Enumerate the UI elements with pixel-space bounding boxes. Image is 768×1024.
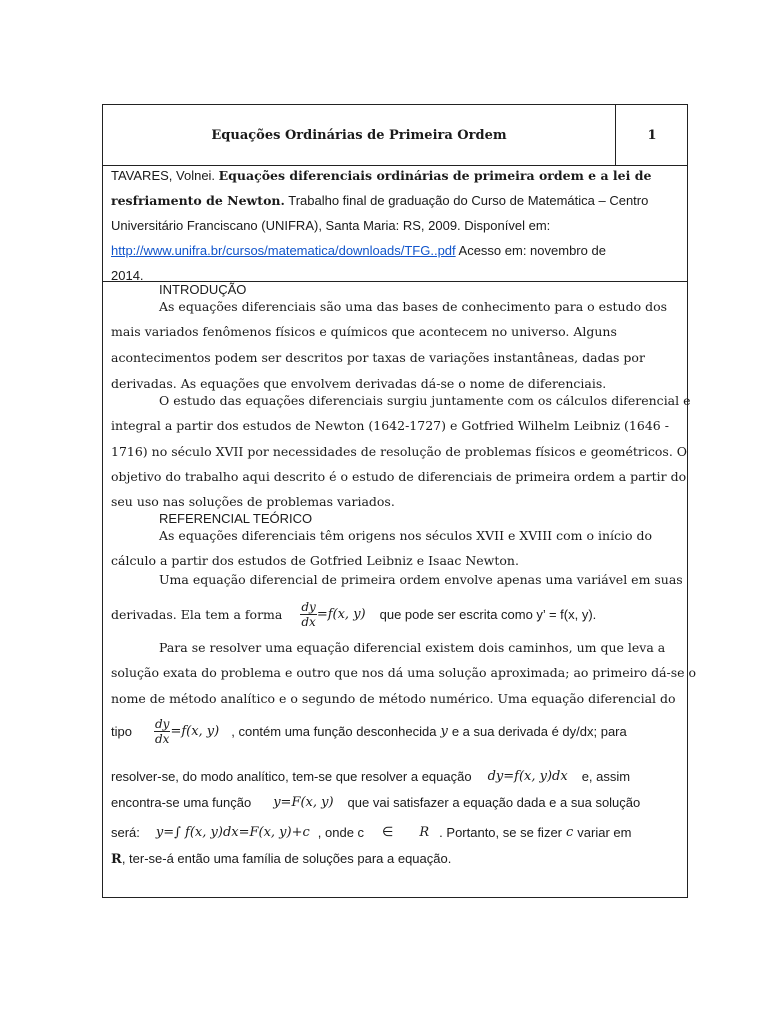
reference-line-2 (111, 188, 677, 213)
reference-access: Acesso em: novembro de (455, 243, 606, 258)
paragraph-line: derivadas. As equações que envolvem derivadas dá-se o nome de diferenciais. (111, 376, 607, 391)
reference-title-1: Equações diferenciais ordinárias de primeira ordem e a lei de (218, 168, 652, 183)
fraction-numerator: dy (154, 717, 170, 731)
paragraph-line: Uma equação diferencial de primeira ordem envolve apenas uma variável em suas (159, 572, 683, 587)
reference-url-link[interactable]: http://www.unifra.br/cursos/matematica/downloads/TFG..pdf (111, 243, 456, 258)
text-segment: , contém uma função desconhecida (231, 724, 437, 739)
paragraph-line-equation (111, 600, 596, 629)
heading-referencial: REFERENCIAL TEÓRICO (159, 511, 313, 526)
text-segment: que pode ser escrita como y’ = f(x, y). (379, 607, 597, 622)
reference-year: 2014. (111, 268, 144, 283)
document-frame (102, 104, 697, 898)
reference-citation (111, 163, 677, 288)
reference-details: Trabalho final de graduação do Curso de Matemática – Centro (284, 193, 649, 208)
equation-function: y=F(x, y) (273, 795, 334, 810)
text-segment: e, assim (581, 769, 631, 784)
paragraph-line: integral a partir dos estudos de Newton (1642-1727) e Gotfried Wilhelm Leibniz (1646 - (111, 418, 669, 433)
text-segment: , onde c (317, 824, 365, 840)
document-title: Equações Ordinárias de Primeira Ordem (211, 127, 507, 143)
paragraph-line: Para se resolver uma equação diferencial existem dois caminhos, um que leva a (159, 640, 666, 655)
derivative-fraction (154, 717, 170, 746)
text-segment: resolver-se, do modo analítico, tem-se que resolver a equação (111, 769, 472, 784)
paragraph-line-equation (111, 795, 640, 810)
reference-line-1 (111, 163, 677, 188)
reals-bold: R (111, 852, 122, 867)
derivative-fraction (300, 600, 316, 629)
text-segment: , ter-se-á então uma família de soluções para a equação. (121, 851, 452, 866)
variable-y: y (440, 724, 448, 739)
paragraph-line: solução exata do problema e outro que nos dá uma solução aproximada; ao primeiro dá-se o (111, 665, 697, 680)
fraction-numerator: dy (301, 600, 316, 614)
fraction-denominator: dx (154, 732, 170, 746)
paragraph-line: As equações diferenciais são uma das bases de conhecimento para o estudo dos (159, 299, 668, 314)
paragraph-line: acontecimentos podem ser descritos por taxas de variações instantâneas, dadas por (111, 350, 645, 365)
text-segment: . Portanto, se se fizer (439, 824, 563, 840)
paragraph-line-equation (111, 717, 627, 746)
reference-line-4 (111, 238, 677, 263)
equation-rhs: =f(x, y) (170, 724, 220, 739)
paragraph-line: cálculo a partir dos estudos de Gotfried Leibniz e Isaac Newton. (111, 553, 519, 568)
paragraph-line: O estudo das equações diferenciais surgiu juntamente com os cálculos diferencial e (159, 393, 691, 408)
reals-symbol: R (419, 824, 430, 840)
fraction-denominator: dx (301, 615, 316, 629)
paragraph-line: objetivo do trabalho aqui descrito é o estudo de diferenciais de primeira ordem a partir do (111, 469, 687, 484)
text-segment: encontra-se uma função (111, 795, 252, 810)
text-segment: tipo (111, 724, 132, 739)
paragraph-line: 1716) no século XVII por necessidades de resolução de problemas físicos e geométricos. O (111, 444, 688, 459)
text-segment: derivadas. Ela tem a forma (111, 607, 283, 622)
variable-c: c (566, 824, 574, 840)
paragraph-line: seu uso nas soluções de problemas variados. (111, 494, 395, 509)
reference-title-2: resfriamento de Newton. (111, 193, 285, 208)
element-of-symbol: ∈ (382, 824, 394, 839)
paragraph-line (111, 851, 451, 867)
text-segment: variar em (577, 824, 632, 840)
paragraph-line-equation (111, 769, 630, 784)
paragraph-line: mais variados fenômenos físicos e químicos que acontecem no universo. Alguns (111, 324, 617, 339)
reference-line-3: Universitário Franciscano (UNIFRA), Santa Maria: RS, 2009. Disponível em: (111, 218, 551, 233)
equation-rhs: =f(x, y) (316, 607, 366, 622)
paragraph-line-equation (111, 824, 631, 840)
text-segment: que vai satisfazer a equação dada e a sua solução (347, 795, 641, 810)
paragraph-line: As equações diferenciais têm origens nos séculos XVII e XVIII com o início do (159, 528, 653, 543)
text-segment: será: (111, 824, 140, 840)
text-segment: e a sua derivada é dy/dx; para (451, 724, 627, 739)
reference-author: TAVARES, Volnei. (111, 168, 219, 183)
equation-differential: dy=f(x, y)dx (487, 769, 568, 784)
equation-solution: y=∫ f(x, y)dx=F(x, y)+c (155, 824, 310, 840)
page-number: 1 (647, 127, 657, 143)
heading-introduction: INTRODUÇÃO (159, 282, 247, 297)
paragraph-line: nome de método analítico e o segundo de método numérico. Uma equação diferencial do (111, 691, 676, 706)
